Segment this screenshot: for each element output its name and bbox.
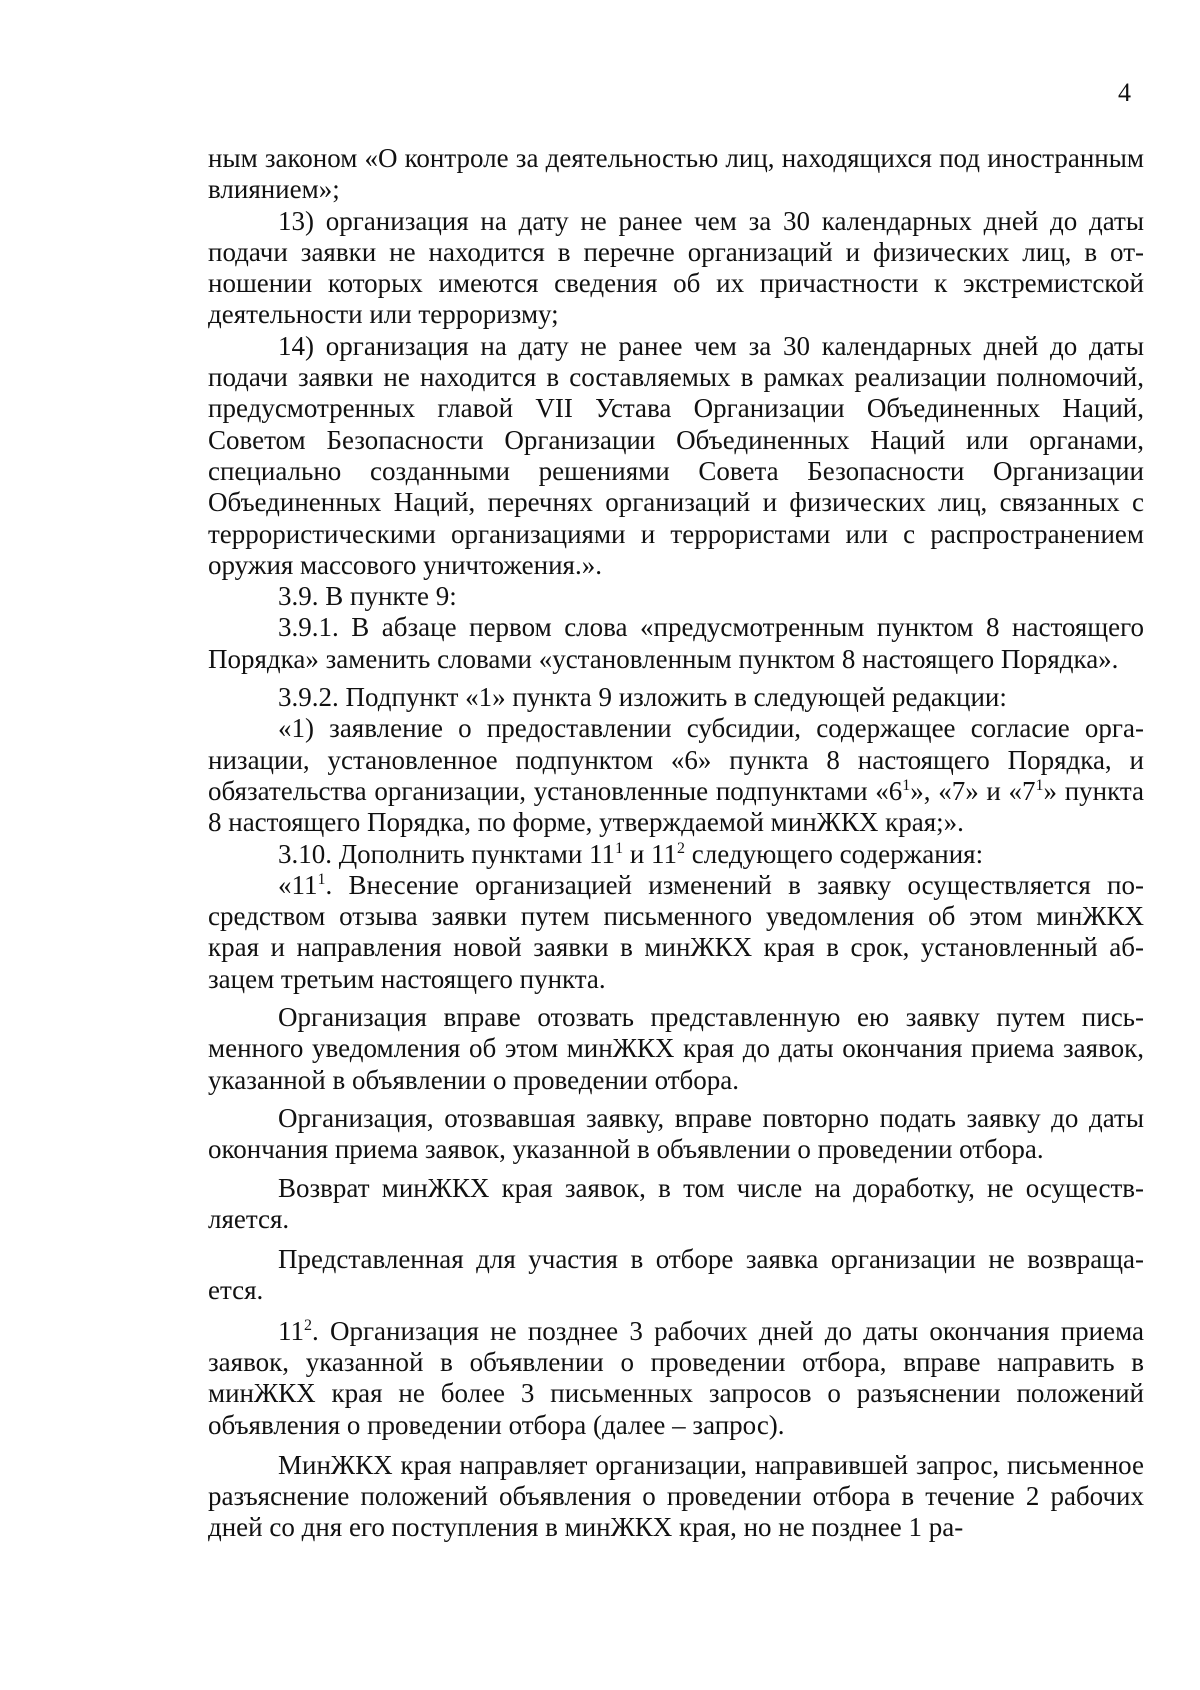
paragraph-3-9-2: 3.9.2. Подпункт «1» пункта 9 изложить в следующей редакции:: [278, 682, 1007, 713]
paragraph-3-9: 3.9. В пункте 9:: [278, 581, 457, 612]
paragraph-not-returned: Представленная для участия в отборе заявка организации не возвращается.: [208, 1244, 1144, 1306]
superscript: 1: [615, 839, 624, 857]
text-segment: «1) заявление о предоставлении субсидии, содержащее согласие организации, установленное подпунктом «6» пункта 8 настоящего Порядка, и обязательства организации, установленные подпунктами «6: [208, 713, 1144, 806]
paragraph-item-13: 13) организация на дату не ранее чем за 30 календарных дней до даты подачи заявки не находится в перечне организаций и физических лиц, в отношении которых имеются сведения об их причастности к экстремистской деятельности или терроризму;: [208, 205, 1144, 330]
paragraph-withdraw: Организация вправе отозвать представленную ею заявку путем письменного уведомления об этом минЖКХ края до даты окончания приема заявок, указанной в объявлении о проведении отбора.: [208, 1002, 1144, 1095]
paragraph-clarification: МинЖКХ края направляет организации, направившей запрос, письменное разъяснение положений объявления о проведении отбора в течение 2 рабочих дней со дня его поступления в минЖКХ края, но не позднее 1 ра-: [208, 1449, 1144, 1543]
paragraph-3-9-1: 3.9.1. В абзаце первом слова «предусмотренным пунктом 8 настоящего Порядка» заменить словами «установленным пунктом 8 настоящего Порядка».: [208, 612, 1144, 674]
superscript: 1: [1035, 776, 1044, 794]
paragraph-quoted-subitem-1: [208, 713, 1144, 838]
paragraph-continuation: ным законом «О контроле за деятельностью лиц, находящихся под иностранным влиянием»;: [208, 143, 1144, 205]
superscript: 2: [304, 1316, 312, 1334]
text-segment: » пункта 8 настоящего Порядка, по форме, утверждаемой минЖКХ края;».: [208, 775, 1144, 838]
text-segment: 3.10. Дополнить пунктами 11: [278, 838, 616, 869]
paragraph-item-14: 14) организация на дату не ранее чем за 30 календарных дней до даты подачи заявки не находится в составляемых в рамках реализации полномочий, предусмотренных главой VII Устава Организации Объединенных Наций, Советом Безопасности Организации Объединенных Наций или органами, специально созданными решениями Совета Безопасности Организации Объединенных Наций, перечнях организаций и физических лиц, связанных с террористическими организациями и террористами или с распространением оружия массового уничтожения.».: [208, 330, 1144, 580]
text-segment: . Организация не позднее 3 рабочих дней до даты окончания приема заявок, указанной в объявлении о проведении отбора, вправе направить в минЖКХ края не более 3 письменных запросов о разъяснении положений объявления о проведении отбора (далее – запрос).: [208, 1315, 1144, 1440]
paragraph-resubmit: Организация, отозвавшая заявку, вправе повторно подать заявку до даты окончания приема заявок, указанной в объявлении о проведении отбора.: [208, 1102, 1144, 1165]
text-segment: «11: [278, 869, 318, 900]
document-body: [208, 143, 1144, 1544]
superscript: 1: [902, 776, 911, 794]
paragraph-11-1: [208, 870, 1144, 995]
text-segment: 11: [278, 1315, 304, 1346]
superscript: 1: [317, 870, 326, 888]
text-segment: . Внесение организацией изменений в заявку осуществляется посредством отзыва заявки путем письменного уведомления об этом минЖКХ края и направления новой заявки в минЖКХ края в срок, установленный абзацем третьим настоящего пункта.: [208, 869, 1144, 994]
paragraph-return: Возврат минЖКХ края заявок, в том числе на доработку, не осуществляется.: [208, 1172, 1144, 1234]
page-number: 4: [1118, 78, 1131, 107]
text-segment: следующего содержания:: [685, 838, 984, 869]
paragraph-3-10: [208, 839, 1144, 870]
text-segment: и 11: [623, 838, 678, 869]
paragraph-11-2: [208, 1316, 1144, 1441]
superscript: 2: [677, 839, 686, 857]
text-segment: », «7» и «7: [910, 775, 1036, 806]
